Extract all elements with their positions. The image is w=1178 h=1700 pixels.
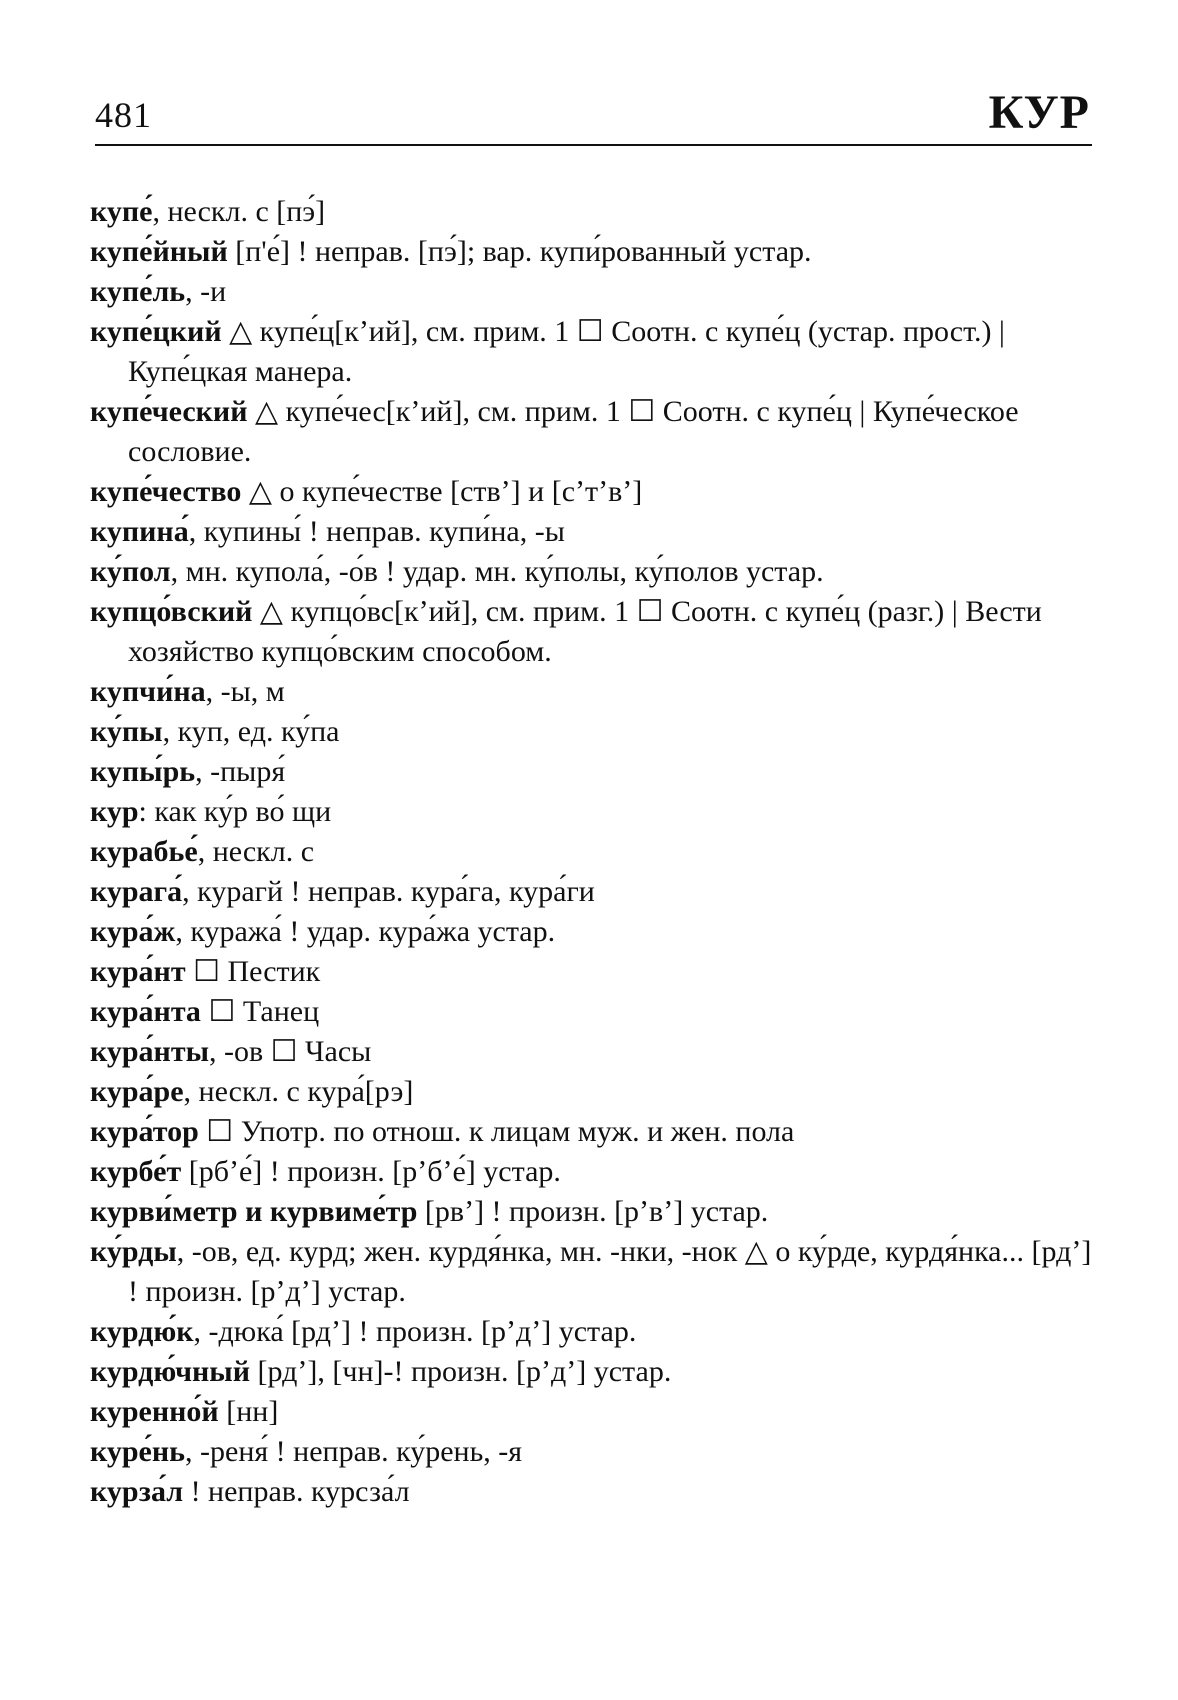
entry-text: , нескл. с xyxy=(197,835,315,868)
headword: кура́нта xyxy=(90,995,201,1028)
entry-text: ☐ Пестик xyxy=(185,955,321,988)
running-head xyxy=(95,80,1092,146)
dictionary-entry xyxy=(90,752,1095,792)
headword: купе́ль xyxy=(90,275,186,308)
headword: купе́чество xyxy=(90,475,242,508)
headword: кура́ре xyxy=(90,1075,184,1108)
headword: курза́л xyxy=(90,1475,184,1508)
dictionary-entry xyxy=(90,1112,1095,1152)
dictionary-entry xyxy=(90,1312,1095,1352)
entry-text: △ купе́чес[кʼий], см. прим. 1 ☐ Соотн. с купе́ц | Купе́ческое сословие. xyxy=(128,395,1019,468)
dictionary-entry xyxy=(90,552,1095,592)
dictionary-entry xyxy=(90,1192,1095,1232)
dictionary-entry xyxy=(90,1232,1095,1312)
headword: ку́пы xyxy=(90,715,163,748)
headword: купы́рь xyxy=(90,755,196,788)
headword: купе́ xyxy=(90,195,153,228)
dictionary-entry xyxy=(90,312,1095,392)
headword: курви́метр и курвиме́тр xyxy=(90,1195,418,1228)
headword: ку́пол xyxy=(90,555,171,588)
dictionary-entry xyxy=(90,472,1095,512)
headword: кура́нт xyxy=(90,955,186,988)
headword: кура́тор xyxy=(90,1115,199,1148)
entry-text: [рвʼ] ! произн. [рʼвʼ] устар. xyxy=(417,1195,769,1228)
dictionary-entry xyxy=(90,792,1095,832)
headword: кура́нты xyxy=(90,1035,209,1068)
dictionary-entry xyxy=(90,952,1095,992)
entry-list xyxy=(90,192,1095,1512)
page-number: 481 xyxy=(95,95,152,135)
dictionary-entry xyxy=(90,392,1095,472)
dictionary-entry xyxy=(90,272,1095,312)
headword: купе́йный xyxy=(90,235,228,268)
entry-text: [нн] xyxy=(218,1395,279,1428)
headword: куре́нь xyxy=(90,1435,186,1468)
dictionary-entry xyxy=(90,512,1095,552)
entry-text: , -ы, м xyxy=(205,675,285,708)
entry-text: , -дюка́ [рдʼ] ! произн. [рʼдʼ] устар. xyxy=(193,1315,637,1348)
entry-text: ! неправ. курсза́л xyxy=(183,1475,410,1508)
dictionary-entry xyxy=(90,1472,1095,1512)
dictionary-entry xyxy=(90,672,1095,712)
dictionary-entry xyxy=(90,1032,1095,1072)
dictionary-entry xyxy=(90,592,1095,672)
dictionary-entry xyxy=(90,1152,1095,1192)
dictionary-entry xyxy=(90,872,1095,912)
dictionary-entry xyxy=(90,712,1095,752)
entry-text: , курагй ! неправ. кура́га, кура́ги xyxy=(182,875,595,908)
entry-text: ☐ Употр. по отнош. к лицам муж. и жен. пола xyxy=(198,1115,795,1148)
entry-text: △ о купе́честве [ствʼ] и [сʼтʼвʼ] xyxy=(241,475,643,508)
entry-text: , нескл. с кура́[рэ] xyxy=(183,1075,414,1108)
entry-text: , -пыря́ xyxy=(195,755,286,788)
dictionary-entry xyxy=(90,1432,1095,1472)
guide-word: КУР xyxy=(988,86,1090,139)
entry-text: △ купцо́вс[кʼий], см. прим. 1 ☐ Соотн. с купе́ц (разг.) | Вести хозяйство купцо́вским способом. xyxy=(128,595,1042,668)
headword: купе́цкий xyxy=(90,315,222,348)
headword: курага́ xyxy=(90,875,183,908)
entry-text: △ купе́ц[кʼий], см. прим. 1 ☐ Соотн. с купе́ц (устар. прост.) | Купе́цкая манера. xyxy=(128,315,1005,388)
dictionary-entry xyxy=(90,1072,1095,1112)
headword: курбе́т xyxy=(90,1155,182,1188)
dictionary-entry xyxy=(90,192,1095,232)
headword: кура́ж xyxy=(90,915,176,948)
entry-text: , купины́ ! неправ. купи́на, -ы xyxy=(188,515,565,548)
headword: купчи́на xyxy=(90,675,206,708)
headword: купина́ xyxy=(90,515,189,548)
headword: куренно́й xyxy=(90,1395,219,1428)
entry-text: , -реня́ ! неправ. ку́рень, -я xyxy=(185,1435,523,1468)
entry-text: [п'е́] ! неправ. [пэ́]; вар. купи́рованный устар. xyxy=(227,235,812,268)
headword: купе́ческий xyxy=(90,395,248,428)
entry-text: , -ов, ед. курд; жен. курдя́нка, мн. -нки, -нок △ о ку́рде, курдя́нка... [рдʼ] ! произн. [рʼдʼ] устар. xyxy=(128,1235,1092,1308)
entry-text: [рбʼе́] ! произн. [рʼбʼе́] устар. xyxy=(181,1155,561,1188)
headword: ку́рды xyxy=(90,1235,177,1268)
entry-text: , мн. купола́, -о́в ! удар. мн. ку́полы, ку́полов устар. xyxy=(170,555,824,588)
entry-text: , -ов ☐ Часы xyxy=(209,1035,372,1068)
entry-text: ☐ Танец xyxy=(200,995,320,1028)
headword: купцо́вский xyxy=(90,595,253,628)
dictionary-entry xyxy=(90,912,1095,952)
entry-text: , нескл. с [пэ́] xyxy=(152,195,326,228)
dictionary-entry xyxy=(90,232,1095,272)
entry-text: , куража́ ! удар. кура́жа устар. xyxy=(175,915,556,948)
headword: кур xyxy=(90,795,139,828)
dictionary-entry xyxy=(90,832,1095,872)
headword: курабье́ xyxy=(90,835,198,868)
dictionary-entry xyxy=(90,1352,1095,1392)
entry-text: : как ку́р во́ щи xyxy=(138,795,332,828)
headword: курдю́к xyxy=(90,1315,194,1348)
dictionary-entry xyxy=(90,1392,1095,1432)
entry-text: , куп, ед. ку́па xyxy=(162,715,340,748)
headword: курдю́чный xyxy=(90,1355,251,1388)
dictionary-entry xyxy=(90,992,1095,1032)
entry-text: , -и xyxy=(185,275,227,308)
entry-text: [рдʼ], [чн]-! произн. [рʼдʼ] устар. xyxy=(250,1355,672,1388)
